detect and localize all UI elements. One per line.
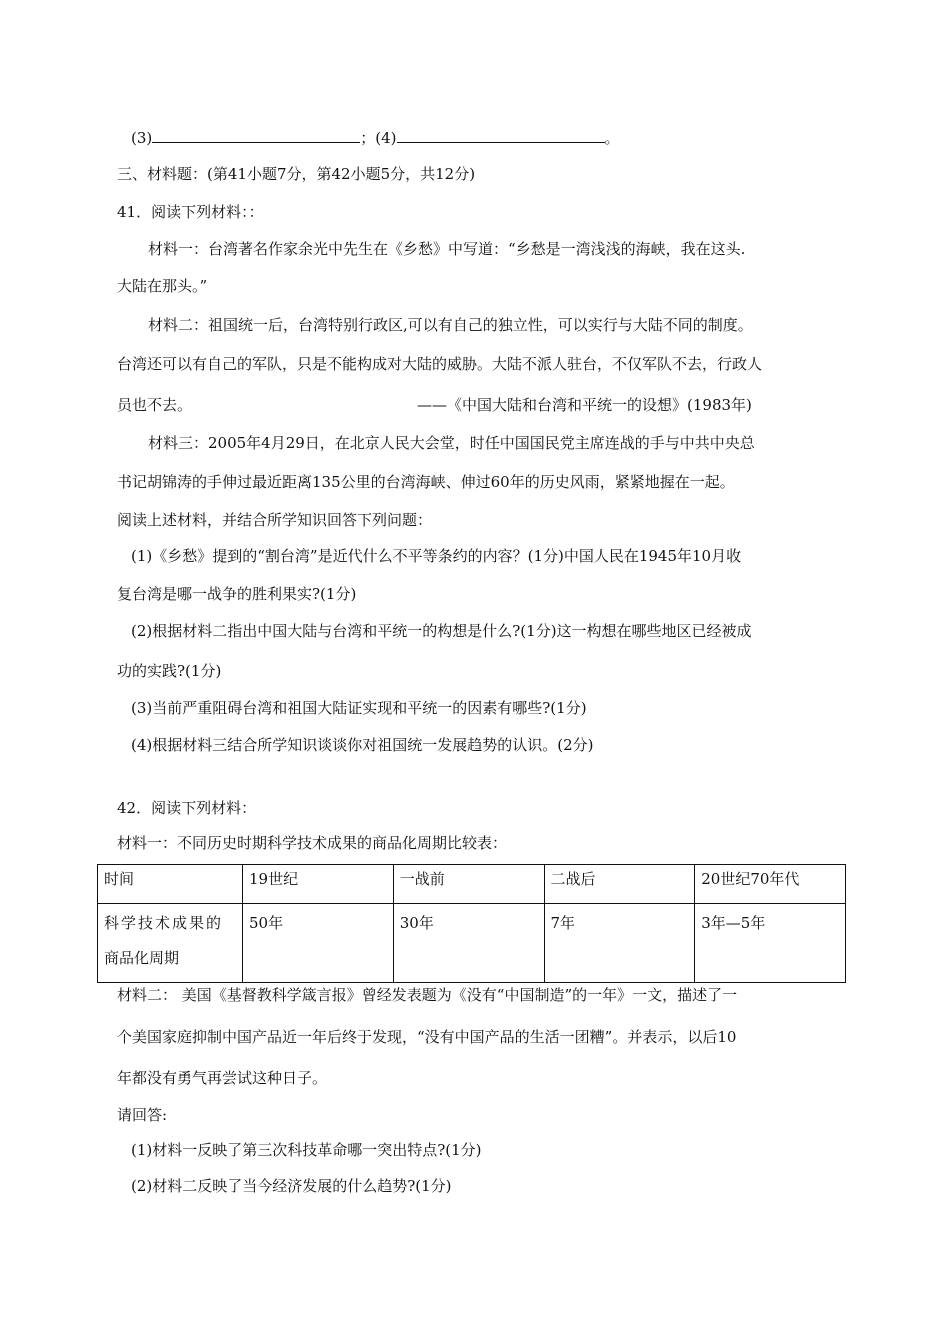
q42-material-2-line-1: 材料二： 美国《基督教科学箴言报》曾经发表题为《没有“中国制造”的一年》一文，描述了一 [117,986,738,1004]
table-row-label-line-2: 商品化周期 [104,949,180,967]
q41-sub-1-line-2: 复台湾是哪一战争的胜利果实?(1分) [117,585,357,603]
q41-material-2-line-1: 材料二：祖国统一后，台湾特别行政区,可以有自己的独立性，可以实行与大陆不同的制度。 [148,316,753,334]
table-header-cell: 二战后 [544,865,695,904]
table-cell: 50年 [243,904,394,983]
q42-material-2-line-2: 个美国家庭抑制中国产品近一年后终于发现，“没有中国产品的生活一团糟”。并表示，以后10 [117,1028,737,1046]
blank-line-end: 。 [604,129,620,147]
q42-material-1-intro: 材料一：不同历史时期科学技术成果的商品化周期比较表： [117,834,508,852]
q41-heading: 41．阅读下列材料：： [117,203,264,221]
blank-3-label: (3) [131,129,153,147]
table-row [98,904,846,983]
answer-blank-4[interactable] [397,128,605,143]
q41-sub-3: (3)当前严重阻碍台湾和祖国大陆证实现和平统一的因素有哪些?(1分) [131,699,587,717]
q41-material-1-line-1: 材料一：台湾著名作家余光中先生在《乡愁》中写道：“乡愁是一湾浅浅的海峡，我在这头. [148,240,746,258]
q41-prompt: 阅读上述材料，并结合所学知识回答下列问题： [117,511,433,529]
table-row-label-line-1: 科学技术成果的 [104,914,224,932]
answer-blank-line [131,128,620,148]
commercialization-cycle-table [97,864,846,983]
q41-material-2-line-3: 员也不去。 [117,396,193,414]
q41-sub-4: (4)根据材料三结合所学知识谈谈你对祖国统一发展趋势的认识。(2分) [131,736,594,754]
q41-sub-1-line-1: (1)《乡愁》提到的“割台湾”是近代什么不平等条约的内容？(1分)中国人民在1945年10月收 [131,547,742,565]
q41-sub-2-line-2: 功的实践?(1分) [117,662,222,680]
table-cell: 30年 [393,904,544,983]
answer-blank-3[interactable] [152,128,360,143]
section-3-heading: 三、材料题：(第41小题7分，第42小题5分，共12分) [117,165,476,183]
table-header-cell: 一战前 [393,865,544,904]
table-header-cell: 时间 [98,865,243,904]
q42-sub-2: (2)材料二反映了当今经济发展的什么趋势?(1分) [131,1177,452,1195]
q41-material-3-line-2: 书记胡锦涛的手伸过最近距离135公里的台湾海峡、伸过60年的历史风雨，紧紧地握在一起。 [117,473,735,491]
q41-material-1-line-2: 大陆在那头。” [117,277,208,295]
q41-sub-2-line-1: (2)根据材料二指出中国大陆与台湾和平统一的构想是什么?(1分)这一构想在哪些地区已经被成 [131,622,752,640]
table-row-label [98,904,243,983]
blank-4-label: ；(4) [360,129,397,147]
q41-material-3-line-1: 材料三：2005年4月29日，在北京人民大会堂，时任中国国民党主席连战的手与中共中央总 [148,434,755,452]
q41-material-2-source: ——《中国大陆和台湾和平统一的设想》(1983年) [417,396,752,414]
q42-material-2-line-3: 年都没有勇气再尝试这种日子。 [117,1069,328,1087]
table-cell: 3年—5年 [695,904,846,983]
table-header-cell: 19世纪 [243,865,394,904]
q42-prompt: 请回答: [117,1106,168,1124]
q42-sub-1: (1)材料一反映了第三次科技革命哪一突出特点?(1分) [131,1141,482,1159]
q42-heading: 42．阅读下列材料： [117,799,257,817]
table-cell: 7年 [544,904,695,983]
q41-material-2-line-2: 台湾还可以有自己的军队，只是不能构成对大陆的威胁。大陆不派人驻台，不仅军队不去，行政人 [117,355,763,373]
table-header-row [98,865,846,904]
table-header-cell: 20世纪70年代 [695,865,846,904]
